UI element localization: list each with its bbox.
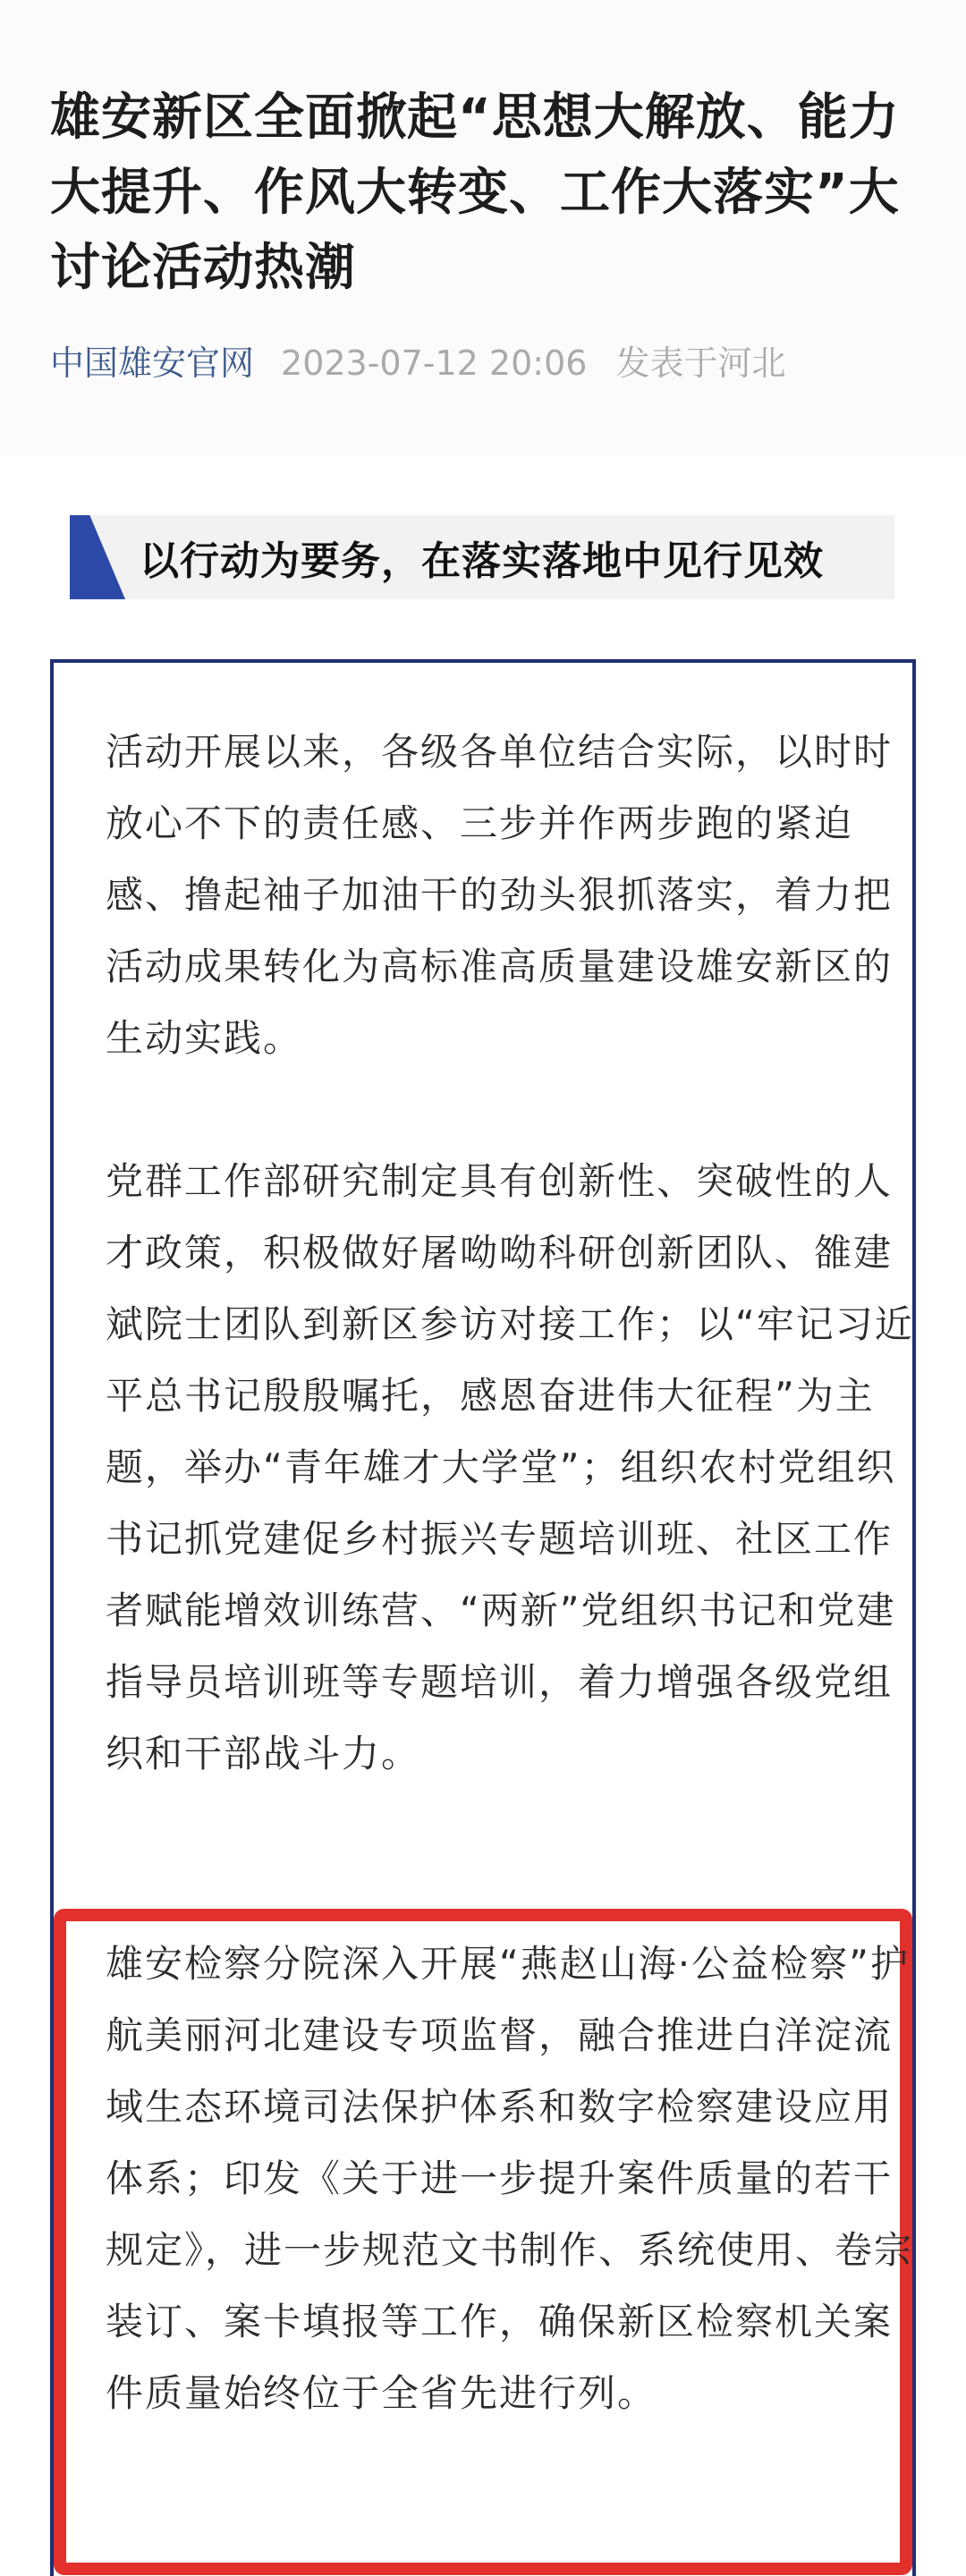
section-title: 以行动为要务，在落实落地中见行见效 xyxy=(140,538,824,584)
article-header xyxy=(0,0,966,456)
article-title: 雄安新区全面掀起“思想大解放、能力大提升、作风大转变、工作大落实”大讨论活动热潮 xyxy=(50,89,900,297)
section-header xyxy=(70,515,894,599)
source-link[interactable]: 中国雄安官网 xyxy=(50,343,255,383)
article-meta xyxy=(50,338,785,388)
publish-datetime: 2023-07-12 20:06 xyxy=(281,343,588,383)
paragraph-3-highlighted: 雄安检察分院深入开展“燕赵山海·公益检察”护航美丽河北建设专项监督，融合推进白洋淀流域生态环境司法保护体系和数字检察建设应用体系；印发《关于进一步提升案件质量的若干规定》，进一步规范文书制作、系统使用、卷宗装订、案卡填报等工作，确保新区检察机关案件质量始终位于全省先进行列。 xyxy=(106,1942,914,2415)
paragraph-1: 活动开展以来，各级各单位结合实际，以时时放心不下的责任感、三步并作两步跑的紧迫感、撸起袖子加油干的劲头狠抓落实，着力把活动成果转化为高标准高质量建设雄安新区的生动实践。 xyxy=(106,730,894,1060)
publish-location: 发表于河北 xyxy=(615,343,786,383)
content-box xyxy=(50,659,916,2576)
paragraph-2: 党群工作部研究制定具有创新性、突破性的人才政策，积极做好屠呦呦科研创新团队、雒建斌院士团队到新区参访对接工作；以“牢记习近平总书记殷殷嘱托，感恩奋进伟大征程”为主题，举办“青年雄才大学堂”；组织农村党组织书记抓党建促乡村振兴专题培训班、社区工作者赋能增效训练营、“两新”党组织书记和党建指导员培训班等专题培训，着力增强各级党组织和干部战斗力。 xyxy=(106,1159,914,1775)
section-marker-icon xyxy=(70,515,125,599)
